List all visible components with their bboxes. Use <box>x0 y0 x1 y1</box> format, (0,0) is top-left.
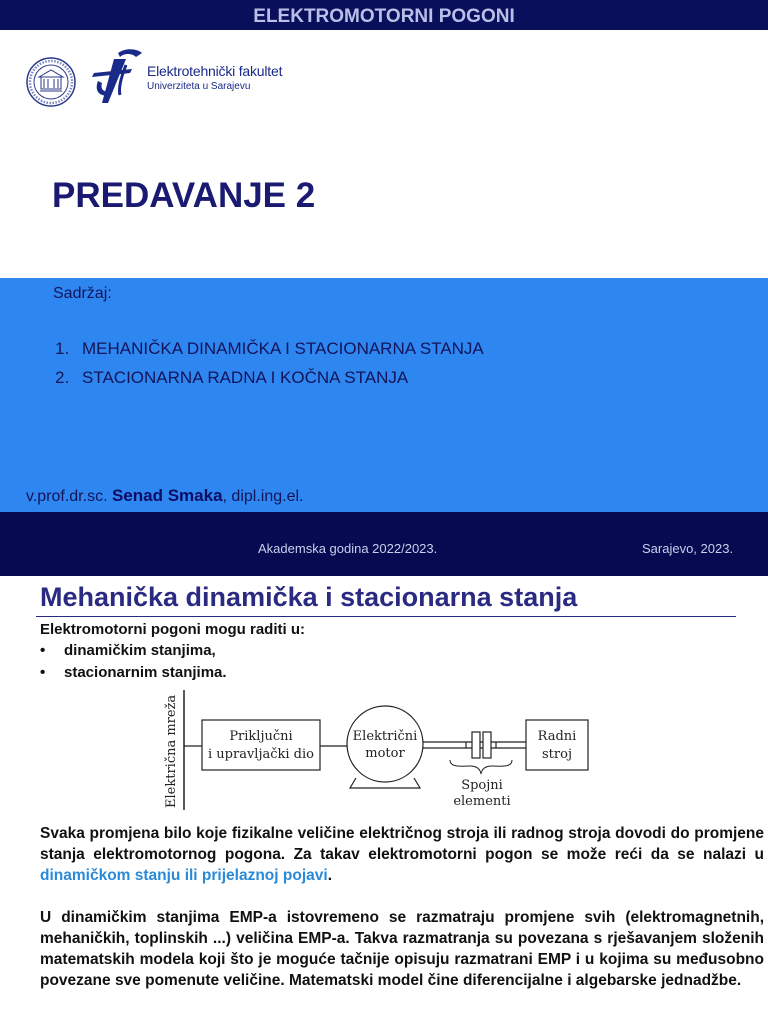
title-divider <box>36 616 736 617</box>
coupling-label: elementi <box>453 794 511 809</box>
toc-item: 2. STACIONARNA RADNA I KOČNA STANJA <box>55 368 409 387</box>
control-unit-label: i upravljački dio <box>208 747 314 762</box>
toc-item: 1. MEHANIČKA DINAMIČKA I STACIONARNA STANJA <box>55 339 484 358</box>
place-date: Sarajevo, 2023. <box>642 541 734 556</box>
contents-label: Sadržaj: <box>53 285 112 302</box>
load-label: Radni <box>537 729 577 744</box>
drive-block-diagram <box>150 686 600 812</box>
paragraph-dynamic-state: Svaka promjena bilo koje fizikalne veličine električnog stroja ili radnog stroja dovodi do promjene stanja elektromotornog pogona. Za takav elektromotorni pogon se može reći da se nalazi u dinamičkom stanju ili prijelaznoj pojavi. <box>40 825 764 884</box>
list-item: • stacionarnim stanjima. <box>40 664 227 681</box>
grid-label: Električna mreža <box>164 694 179 808</box>
academic-year: Akademska godina 2022/2023. <box>258 541 438 556</box>
control-unit-box <box>202 720 320 770</box>
load-label: stroj <box>542 747 572 762</box>
university-name: Univerziteta u Sarajevu <box>147 81 251 92</box>
etf-logo-icon <box>92 47 146 107</box>
author-suffix: , dipl.ing.el. <box>222 488 304 505</box>
motor-label: motor <box>365 746 405 761</box>
coupling-element <box>483 732 491 758</box>
university-seal-icon <box>26 57 76 107</box>
author-prefix: v.prof.dr.sc. <box>26 488 108 505</box>
author-name: Senad Smaka <box>111 486 223 505</box>
lecture-title: PREDAVANJE 2 <box>52 176 316 215</box>
course-title-bar: ELEKTROMOTORNI POGONI <box>0 0 768 30</box>
state-list <box>40 641 227 685</box>
coupling-brace <box>450 760 512 774</box>
motor-label: Električni <box>352 729 418 744</box>
bullet-icon: • <box>40 642 46 659</box>
faculty-name: Elektrotehnički fakultet <box>147 63 283 79</box>
coupling-element <box>472 732 480 758</box>
slide-title: Mehanička dinamička i stacionarna stanja <box>40 582 578 612</box>
coupling-label: Spojni <box>461 778 503 793</box>
content-slide <box>0 576 768 1024</box>
list-item: • dinamičkim stanjima, <box>40 642 216 659</box>
paragraph-dynamic-analysis: U dinamičkim stanjima EMP-a istovremeno se razmatraju promjene svih (elektromagnetnih, mehaničkih, toplinskih ...) veličina EMP-a. Takva razmatranja su povezana s rješavanjem složenih matematskih modela koji što je moguće tačnije opisuju razmatrani EMP i u kojima su međusobno povezane sve pomenute veličine. Matematski model čine diferencijalne i algebarske jednadžbe. <box>40 909 764 989</box>
highlighted-term: dinamičkom stanju ili prijelaznoj pojavi <box>40 867 328 884</box>
author-line <box>26 486 303 506</box>
intro-text: Elektromotorni pogoni mogu raditi u: <box>40 621 305 638</box>
load-box <box>526 720 588 770</box>
control-unit-label: Priključni <box>229 729 293 744</box>
motor-circle <box>347 706 423 782</box>
table-of-contents <box>55 339 484 397</box>
bullet-icon: • <box>40 664 46 681</box>
